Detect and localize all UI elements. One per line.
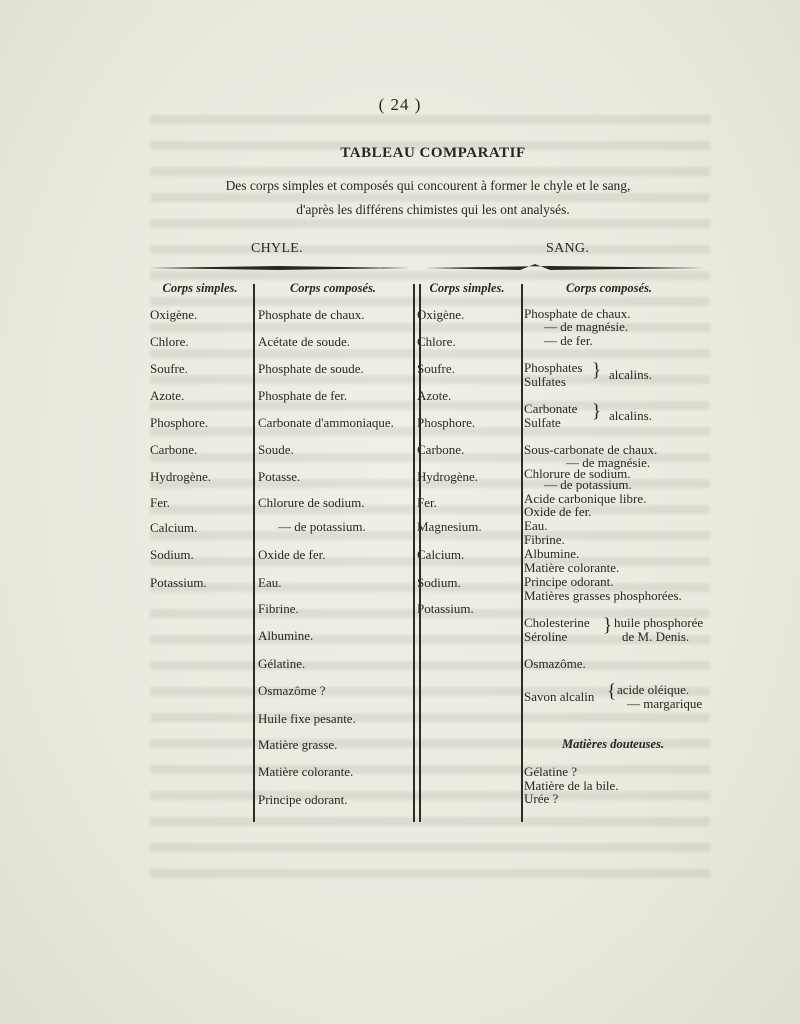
sang-compose-item: — de fer. [544,333,593,348]
chyle-simple-item: Potassium. [150,575,207,590]
chyle-compose-item: Gélatine. [258,656,306,671]
sang-compose-item: de M. Denis. [622,629,690,644]
sang-compose-item: alcalins. [609,408,652,423]
sang-compose-item: Phosphate de chaux. [524,306,631,321]
chyle-compose-item: Potasse. [258,469,301,484]
chyle-compose-item: Phosphate de fer. [258,388,348,403]
chyle-compose-item: Oxide de fer. [258,547,326,562]
chyle-simple-item: Oxigène. [150,307,198,322]
column-divider-1 [253,284,255,822]
sang-simple-item: Phosphore. [417,415,476,430]
decorative-rule-chyle [148,262,410,274]
chyle-compose-item: Huile fixe pesante. [258,711,356,726]
group-heading-chyle: CHYLE. [251,241,303,256]
doubtful-substances-heading: Matières douteuses. [562,737,665,751]
sang-simple-item: Hydrogène. [417,469,479,484]
chyle-compose-item: Matière colorante. [258,764,354,779]
sang-compose-item: Acide carbonique libre. [524,491,647,506]
header-chyle-simples: Corps simples. [162,281,238,295]
sang-simple-item: Fer. [417,495,437,510]
sang-compose-item: Matière colorante. [524,560,620,575]
chyle-compose-item: Chlorure de sodium. [258,495,365,510]
sang-compose-item: Savon alcalin [524,689,595,704]
sang-simple-item: Potassium. [417,601,474,616]
chyle-simple-item: Sodium. [150,547,194,562]
sang-compose-item: Phosphates [524,360,583,375]
subtitle-line-1: Des corps simples et composés qui concourent à former le chyle et le sang, [225,178,631,193]
chyle-simple-item: Carbone. [150,442,198,457]
sang-simple-item: Chlore. [417,334,456,349]
chyle-compose-item: Albumine. [258,628,314,643]
sang-compose-item: Eau. [524,518,548,533]
sang-compose-item: — margarique [627,696,703,711]
chyle-simple-item: Chlore. [150,334,189,349]
chyle-simple-item: Phosphore. [150,415,209,430]
chyle-simple-item: Calcium. [150,520,198,535]
chyle-simple-item: Hydrogène. [150,469,212,484]
chyle-compose-item: Eau. [258,575,282,590]
chyle-simple-item: Azote. [150,388,185,403]
sang-compose-item: Sulfate [524,415,561,430]
sang-simple-item: Azote. [417,388,452,403]
sang-simple-item: Oxigène. [417,307,465,322]
decorative-rule-sang [425,262,705,274]
sang-compose-item: Fibrine. [524,532,565,547]
sang-compose-item: Urée ? [524,791,559,806]
chyle-compose-item: Soude. [258,442,294,457]
chyle-simple-item: Fer. [150,495,170,510]
brace-glyph: } [592,360,602,381]
header-sang-composes: Corps composés. [565,281,653,295]
sang-compose-item: acide oléique. [617,682,690,697]
sang-compose-item: Cholesterine [524,615,590,630]
sang-compose-item: huile phosphorée [614,615,704,630]
sang-simple-item: Magnesium. [417,519,482,534]
brace-glyph: } [592,401,602,422]
page-number: ( 24 ) [378,95,422,114]
sang-compose-item: Gélatine ? [524,764,578,779]
sang-compose-item: Matière de la bile. [524,778,619,793]
brace-glyph: } [603,615,613,636]
sang-compose-item: — de potassium. [544,477,632,492]
sang-compose-item: Matières grasses phosphorées. [524,588,682,603]
sang-compose-item: Principe odorant. [524,574,614,589]
chyle-compose-item: Matière grasse. [258,737,338,752]
column-divider-2 [413,284,415,822]
sang-simple-item: Sodium. [417,575,461,590]
sang-compose-item: Séroline [524,629,568,644]
chyle-compose-item: Osmazôme ? [258,683,326,698]
sang-simple-item: Calcium. [417,547,465,562]
sang-compose-item: — de magnésie. [544,319,629,334]
sang-compose-item: Carbonate [524,401,578,416]
sang-simple-item: Soufre. [417,361,455,376]
group-heading-sang: SANG. [546,241,590,256]
sang-compose-item: Albumine. [524,546,580,561]
chyle-compose-item: Carbonate d'ammoniaque. [258,415,394,430]
chyle-simple-item: Soufre. [150,361,188,376]
sang-compose-item: alcalins. [609,367,652,382]
header-chyle-composes: Corps composés. [289,281,377,295]
column-divider-4 [521,284,523,822]
sang-compose-item: Osmazôme. [524,656,586,671]
sang-compose-item: Sous-carbonate de chaux. [524,442,658,457]
chyle-compose-item: — de potassium. [278,519,366,534]
chyle-compose-item: Acétate de soude. [258,334,351,349]
sang-compose-item: Oxide de fer. [524,504,592,519]
chyle-compose-item: Principe odorant. [258,792,348,807]
chyle-compose-item: Phosphate de soude. [258,361,364,376]
sang-compose-item: — de magnésie. [566,455,651,470]
brace-glyph: { [607,681,617,702]
sang-compose-item: Chlorure de sodium. [524,466,631,481]
sang-compose-item: Sulfates [524,374,566,389]
chyle-compose-item: Fibrine. [258,601,299,616]
header-sang-simples: Corps simples. [429,281,505,295]
chyle-compose-item: Phosphate de chaux. [258,307,365,322]
subtitle-line-2: d'après les différens chimistes qui les ont analysés. [296,202,570,217]
table-title: TABLEAU COMPARATIF [340,145,526,161]
sang-simple-item: Carbone. [417,442,465,457]
